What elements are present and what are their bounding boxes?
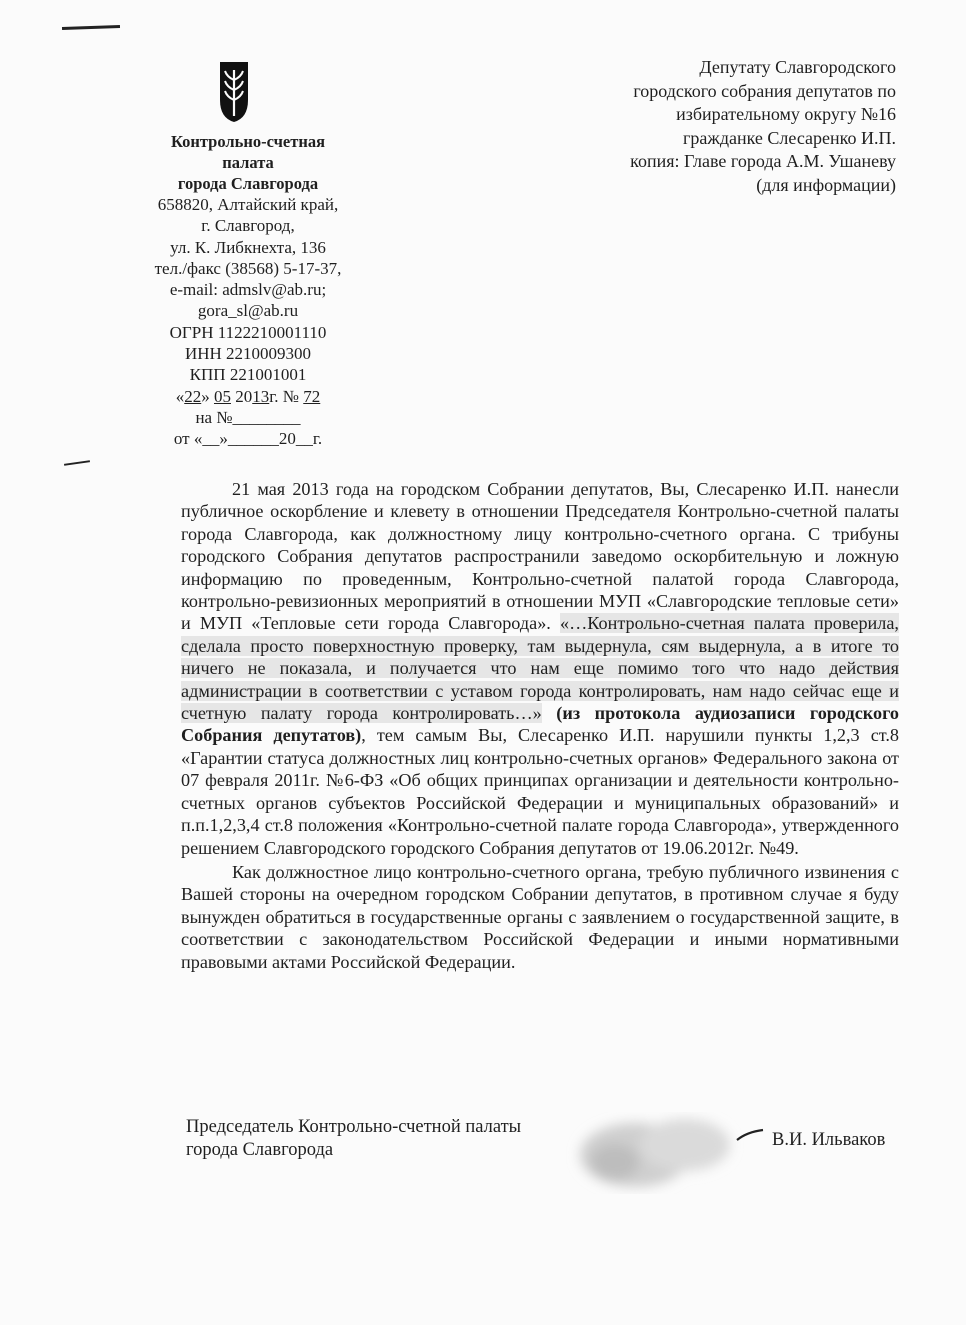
- org-name-line1: Контрольно-счетная: [170, 132, 326, 151]
- body-paragraph-1: [181, 478, 899, 859]
- signer-title: [186, 1116, 606, 1162]
- email-line2: gora_sl@ab.ru: [197, 301, 299, 321]
- date-quote-close: »: [201, 386, 210, 406]
- signer-title-line1: Председатель Контрольно-счетной палаты: [186, 1117, 522, 1137]
- kpp-line: КПП 221001001: [189, 365, 307, 385]
- inn-line: ИНН 2210009300: [184, 344, 312, 364]
- addressee-info-line: (для информации): [756, 174, 896, 195]
- email-line1: e-mail: admslv@ab.ru;: [169, 280, 327, 300]
- addressee-line3: избирательному округу №16: [676, 104, 896, 124]
- ogrn-line: ОГРН 1122210001110: [169, 322, 327, 342]
- phone-line: тел./факс (38568) 5-17-37,: [154, 258, 342, 278]
- addressee-copy-line: копия: Главе города А.М. Ушаневу: [630, 151, 896, 171]
- date-year-prefix: 20: [235, 386, 253, 406]
- scan-mark-top: [62, 25, 120, 30]
- address-line3: ул. К. Либкнехта, 136: [170, 237, 326, 257]
- signer-name: В.И. Ильваков: [772, 1130, 886, 1150]
- org-name-line3: города Славгорода: [177, 174, 319, 193]
- date-year-suffix: 13: [252, 386, 270, 406]
- outgoing-date-line: [130, 386, 366, 407]
- address-line2: г. Славгород,: [201, 216, 295, 236]
- quote-source: (из протокола аудиозаписи городского Собрания депутатов): [181, 703, 899, 746]
- sender-block: [130, 131, 366, 450]
- reply-to-number-line: на №________: [195, 407, 301, 427]
- addressee-line2: городского собрания депутатов по: [633, 80, 896, 101]
- date-quote-open: «: [175, 386, 185, 406]
- quoted-speech: «…Контрольно-счетная палата проверила, сделала просто поверхностную проверку, там выдернула, сям выдернула, а в итоге то ничего не показала, и получается что нам еще помимо того что надо действия администрации в соответствии с уставом города контролировать, нам надо сейчас еще и счетную палату города контролировать…»: [181, 613, 899, 724]
- org-name-line2: палата: [222, 153, 274, 172]
- address-line1: 658820, Алтайский край,: [157, 195, 339, 214]
- addressee-line1: Депутату Славгородского: [699, 57, 896, 77]
- scan-mark-left: [64, 460, 90, 466]
- addressee-line4: гражданке Слесаренко И.П.: [683, 127, 896, 148]
- letter-body: [181, 478, 899, 973]
- signer-title-line2: города Славгорода: [186, 1140, 334, 1160]
- date-year-tail: г. №: [269, 386, 300, 406]
- blurred-signature: [555, 1100, 745, 1200]
- reply-to-date-line: от «__»______20__г.: [173, 429, 323, 449]
- paragraph-1-intro: 21 мая 2013 года на городском Собрании депутатов, Вы, Слесаренко И.П. нанесли публичное оскорбление и клевету в отношении Председателя Контрольно-счетной палаты города Славгорода, как должностному лицу контрольно-счетного органа. С трибуны городского Собрания депутатов распространили заведомо оскорбительную и ложную информацию по проведенным, Контрольно-счетной палатой города Славгорода, контрольно-ревизионных мероприятий в отношении МУП «Славгородские тепловые сети» и МУП «Тепловые сети города Славгорода».: [181, 479, 899, 634]
- body-paragraph-2: Как должностное лицо контрольно-счетного органа, требую публичного извинения с Вашей стороны на очередном городском Собрании депутатов, в противном случае я буду вынужден обратиться в государственные органы с заявлением о государственной защите, в соответствии с законодательством Российской Федерации и иными нормативными правовыми актами Российской Федерации.: [181, 861, 899, 972]
- date-day: 22: [184, 386, 202, 406]
- emblem-logo: [218, 60, 250, 124]
- outgoing-number: 72: [303, 386, 321, 406]
- signature-stroke: [735, 1128, 765, 1142]
- date-month: 05: [213, 386, 231, 406]
- paragraph-1-conclusion: , тем самым Вы, Слесаренко И.П. нарушили пункты 1,2,3 ст.8 «Гарантии статуса должностных лиц контрольно-счетных органов» Федерального закона от 07 февраля 2011г. №6-ФЗ «Об общих принципах организации и деятельности контрольно-счетных органов субъектов Российской Федерации и муниципальных образований» и п.п.1,2,3,4 ст.8 положения «Контрольно-счетной палате города Славгорода», утвержденного решением Славгородского городского Собрания депутатов от 19.06.2012г. №49.: [181, 725, 899, 858]
- addressee-block: [476, 56, 896, 197]
